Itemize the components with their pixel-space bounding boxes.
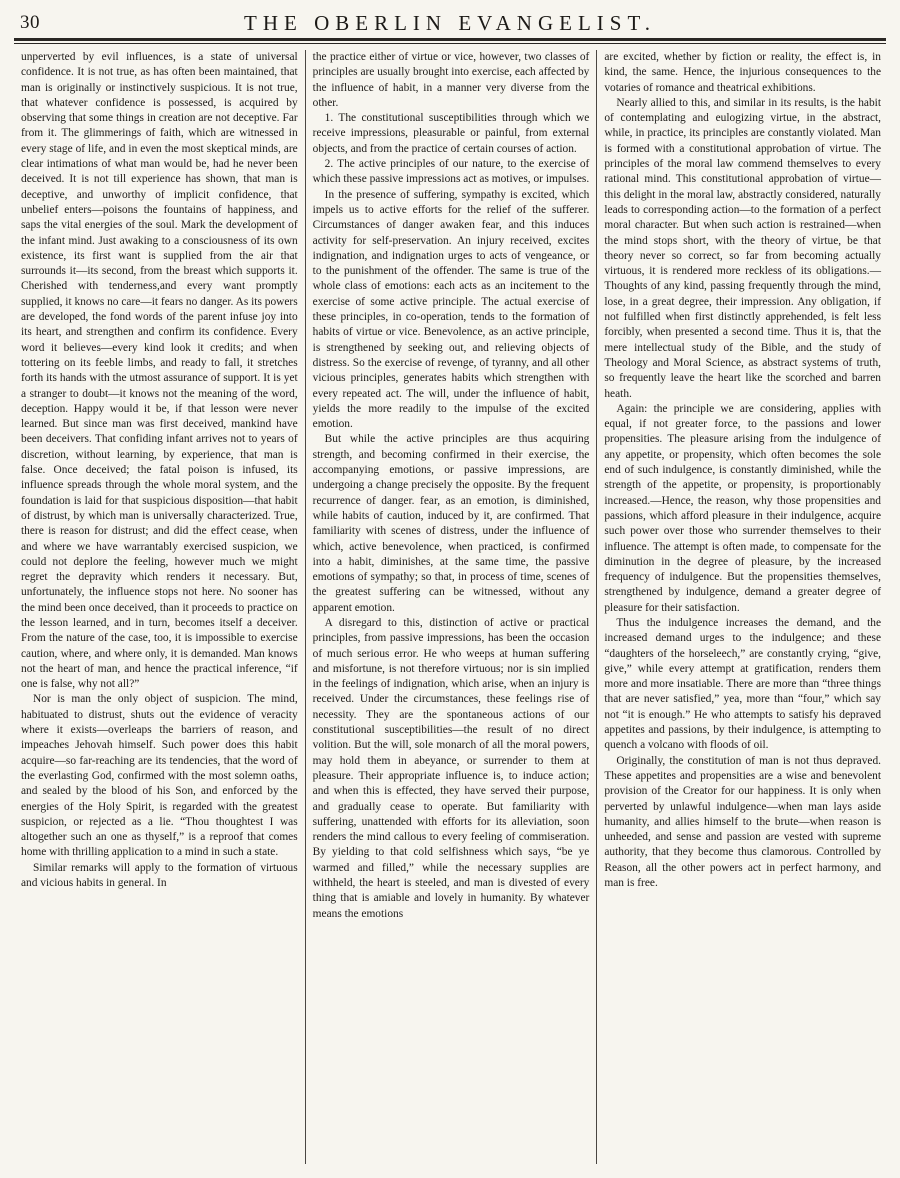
masthead	[14, 4, 886, 38]
paragraph: unperverted by evil influences, is a state of universal confidence. It is not true, as has often been maintained, that man is originally or instinctively suspicious. It is not true, that whatever confidence is possessed, is acquired by observing that some things in creation are not deceptive. Far from it. The glimmerings of faith, which are witnessed in every stage of life, and in even the most skeptical minds, are clear intimations of what man would be, had he never been deceived. It is not till experience has shown, that man is deceptive, and unworthy of implicit confidence, that unbelief enters—poisons the fountains of happiness, and saps the vital energies of the soul. Mark the development of the infant mind. Just awaking to a consciousness of its own existence, its first want is supplied from the air that surrounds it—its second, from the breast which supports it. Cherished with tenderness,and every want promptly supplied, it knows no care—it fears no danger. As its powers are developed, the fond words of the parent infuse joy into its heart, and strengthen and confirm its confidence. Every word it believes—every kind look it credits; and when tottering on its feeble limbs, and ready to fall, it stretches forth its hands with the utmost assurance of support. It is yet a stranger to doubt—it knows not the meaning of the word, deception. Happy would it be, if that lesson were never learned. But since man was first deceived, mankind have been deceivers. That confiding infant arrives not to years of discretion, without learning, by experience, that man is false. Once deceived; the fatal poison is infused, its influence spreads through the whole moral system, and the foundation is laid for that suspicious disposition—that habit of distrust, by which man is universally characterized. True, there is reason for distrust; and did the effect cease, when and where we have warrantably exercised suspicion, we could not deplore the feeling, however much we might regret the depravity which renders it necessary. But, unfortunately, the influence stops not here. No sooner has the mind been once deceived, than it proceeds to practice on the lesson learned, and in turn, becomes itself a deceiver. From the nature of the case, too, it is impossible to exercise caution, where, and where only, it is demanded. Man knows not the heart of man, and hence the practical inference, “if one is false, why not all?”	[21, 51, 298, 691]
paragraph: Nearly allied to this, and similar in its results, is the habit of contemplating and eulogizing virtue, in the abstract, while, in practice, its principles are constantly violated. Man is formed with a constitutional approbation of virtue. The principles of the moral law commend themselves to every rational mind. This constitutional approbation of virtue—this delight in the moral law, abstractly considered, naturally leads to corresponding action—to the formation of a perfect moral character. But when such action is restrained—when the mind stops short, with the theory of virtue, be that theory never so correct, so far from becoming actually virtuous, it is rendered more reckless of its obligations.—Thoughts of any kind, passing frequently through the mind, lose, in a great degree, their impression. Any obligation, if not fulfilled when first distinctly apprehended, is felt less forcibly, when presented a second time. Thus it is, that the mere intellectual study of the Bible, and the study of Theology and Moral Science, as abstract systems of truth, so frequently leave the heart like the scorched and barren heath.	[604, 96, 882, 400]
paragraph: But while the active principles are thus acquiring strength, and becoming confirmed in their exercise, the accompanying emotions, or passive impressions, are undergoing a change precisely the opposite. By the frequent recurrence of danger. fear, as an emotion, is diminished, while habits of caution, induced by it, are confirmed. That familiarity with scenes of distress, under the influence of which, active benevolence, when practiced, is confirmed into a habit, diminishes, at the same time, the passive emotions of sympathy; so that, in process of time, scenes of the greatest suffering can be witnessed, without any apparent emotion.	[312, 433, 590, 614]
paragraph: are excited, whether by fiction or reality, the effect is, in kind, the same. Hence, the injurious consequences to the votaries of romance and theatrical exhibitions.	[604, 51, 882, 94]
text-column-3	[596, 50, 888, 1164]
header-rule-thick	[14, 38, 886, 41]
text-column-2	[305, 50, 597, 1164]
article-columns	[14, 50, 888, 1164]
paragraph: Similar remarks will apply to the formation of virtuous and vicious habits in general. In	[21, 861, 298, 890]
paragraph: Originally, the constitution of man is not thus depraved. These appetites and propensities are a wise and benevolent provision of the Creator for our happiness. It is only when perverted by unlawful indulgence—when man lays aside humanity, and allies himself to the brute—when reason is unheeded, and sense and passion are vested with supreme authority, that they become thus clamorous. Controlled by Reason, all the other powers act in perfect harmony, and man is free.	[604, 754, 882, 890]
text-column-1	[14, 50, 305, 1164]
newspaper-title: THE OBERLIN EVANGELIST.	[244, 11, 656, 35]
paragraph: the practice either of virtue or vice, however, two classes of principles are usually brought into exercise, each affected by the influence of habit, in a manner very diverse from the other.	[312, 51, 590, 109]
page-number: 30	[20, 12, 40, 33]
paragraph: A disregard to this, distinction of active or practical principles, from passive impressions, has been the occasion of much serious error. He who weeps at human suffering and misfortune, is not therefore virtuous; nor is sin implied in the feelings of indignation, which arise, when an injury is received. Under the circumstances, these feelings rise of necessity. They are the spontaneous actions of our constitutional susceptibilities—the result of no direct volition. But the will, sole monarch of all the moral powers, may hold them in abeyance, or surrender to them at pleasure. Their appropriate influence is, to induce action; and when this is effected, they have served their purpose, and gradually cease to operate. But familiarity with suffering, unattended with efforts for its alleviation, soon renders the mind callous to every feeling of commiseration. By yielding to that cold selfishness which says, “be ye warmed and filled,” while the necessary supplies are withheld, the heart is steeled, and man is divested of every thing that is amiable and lovely in humanity. By whatever means the emotions	[312, 616, 590, 920]
paragraph: Again: the principle we are considering, applies with equal, if not greater force, to the passions and lower propensities. The pleasure arising from the indulgence of any appetite, or propensity, which often becomes the sole end of such indulgence, is constantly diminished, while the strength of the appetite, or propensity, is proportionably increased.—Hence, the reason, why those propensities and passions, which afford pleasure in their indulgence, acquire such power over those who surrender themselves to their influence. The attempt is often made, to compensate for the diminution in the degree of pleasure, by the increased frequency of indulgence. But the propensities themselves, strengthened by indulgence, demand a greater degree of pleasure for their satisfaction.	[604, 402, 882, 614]
header-rule-thin	[14, 43, 886, 44]
paragraph: Nor is man the only object of suspicion. The mind, habituated to distrust, shuts out the evidence of veracity where it exists—overleaps the barriers of reason, and impeaches Jehovah himself. Such power does this habit acquire—so far-reaching are its tendencies, that the word of the everlasting God, confirmed with the most solemn oaths, and sealed by the blood of his Son, and enforced by the energies of the Holy Spirit, is regarded with the greatest suspicion, or rejected as a lie. “Thou thoughtest I was altogether such an one as thyself,” is a reproof that comes home with thrilling application to a mind in such a state.	[21, 693, 298, 859]
paragraph: In the presence of suffering, sympathy is excited, which impels us to active efforts for the relief of the sufferer. Circumstances of danger awaken fear, and this induces activity for self-preservation. An injury received, excites indignation, and indignation urges to acts of vengeance, or to the punishment of the offender. The same is true of the whole class of emotions: each acts as an incitement to the exercise of some active principle. The actual exercise of these principles, in co-operation, tends to the formation of habits of virtue or vice. Benevolence, as an active principle, is strengthened by seeking out, and relieving objects of distress. So the exercise of revenge, of tyranny, and all other vicious principles, generates habits which strengthen with every repeated act. The will, under the influence of habit, yields the more readily to the impulse of the excited emotion.	[312, 188, 590, 431]
paragraph: 2. The active principles of our nature, to the exercise of which these passive impressions act as motives, or impulses.	[312, 158, 590, 186]
paragraph: Thus the indulgence increases the demand, and the increased demand urges to the indulgence; and these “daughters of the horseleech,” are constantly crying, “give, give,” while every attempt at gratification, renders them more and more insatiable. There are more than “three things that are never satisfied,” yea, more than “four,” which say not “it is enough.” He who attempts to satisfy his depraved appetites and passions, by their indulgence, is attempting to quench a volcano with floods of oil.	[604, 616, 882, 752]
paragraph: 1. The constitutional susceptibilities through which we receive impressions, pleasurable or painful, from external objects, and from the practice of certain courses of action.	[312, 112, 590, 155]
